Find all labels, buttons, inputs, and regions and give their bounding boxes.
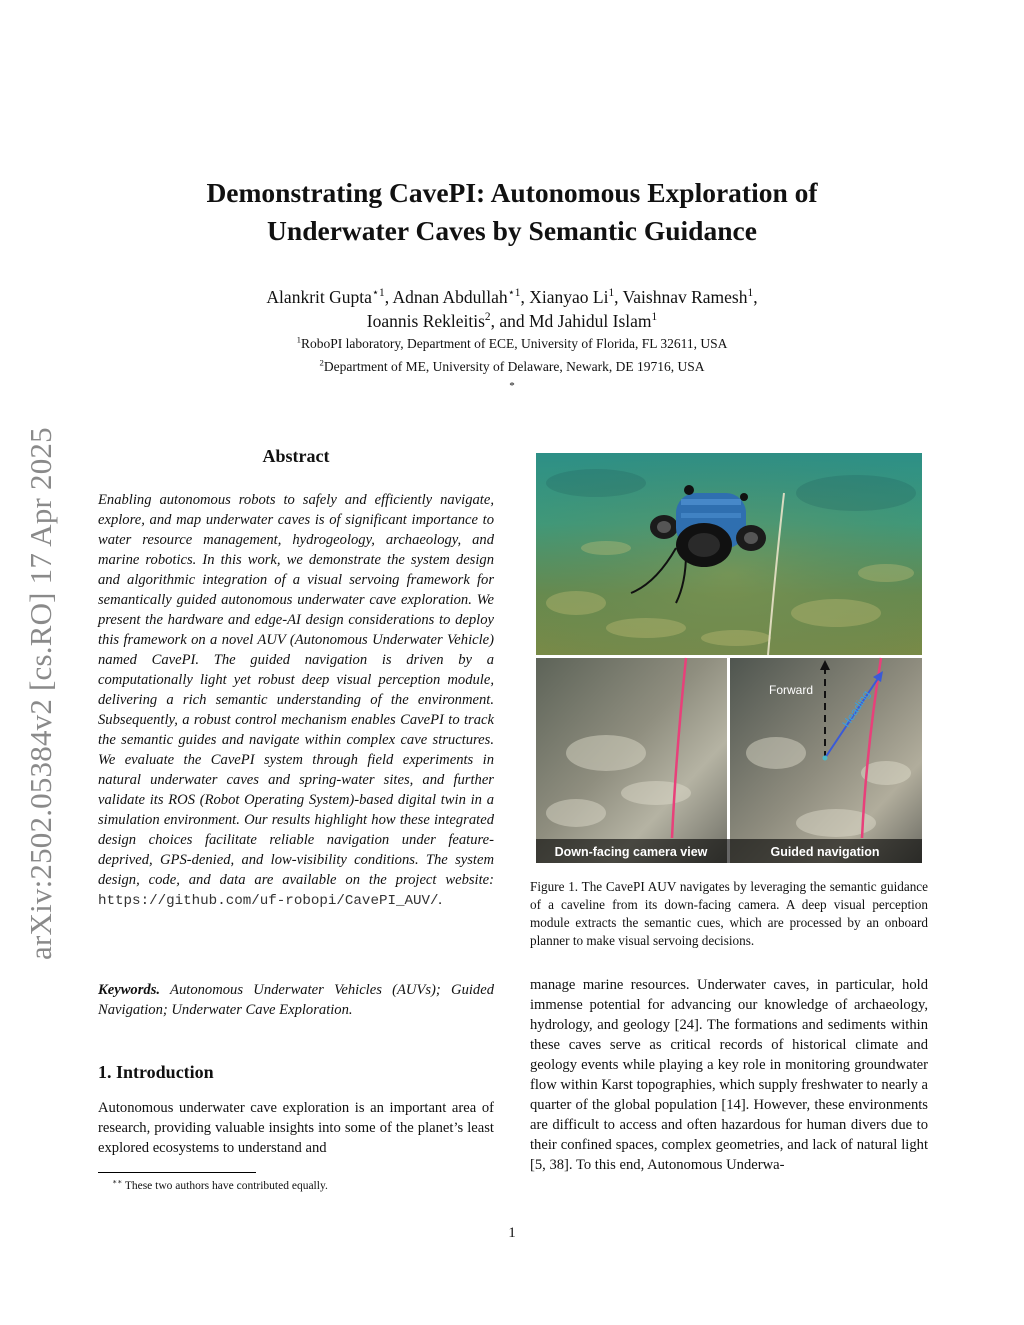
author-name: Xianyao Li: [529, 287, 609, 307]
title-line-2: Underwater Caves by Semantic Guidance: [267, 215, 757, 246]
project-url-link[interactable]: https://github.com/uf-robopi/CavePI_AUV/: [98, 893, 439, 909]
abstract-heading: Abstract: [262, 446, 330, 466]
author-name: Md Jahidul Islam: [529, 311, 652, 331]
author-sup: ⋆1: [371, 287, 385, 300]
intro-body: Autonomous underwater cave exploration is an important area of research, providing valuable insights into some of the planet’s least explored ecosystems to understand and: [98, 1100, 494, 1156]
arxiv-identifier: arXiv:2502.05384v2 [cs.RO] 17 Apr 2025: [23, 427, 58, 960]
abstract-body: [98, 490, 494, 911]
author-name: Adnan Abdullah: [392, 287, 508, 307]
author-sup: 1: [651, 311, 658, 324]
author-sup: 1: [747, 287, 754, 300]
figure-1-caption: Figure 1. The CavePI AUV navigates by leveraging the semantic guidance of a caveline from its down-facing camera. A deep visual perception module extracts the semantic cues, which are processed by an onboard planner to make visual servoing decisions.: [530, 879, 928, 948]
affiliation-1: [140, 335, 884, 353]
author-sup: ⋆1: [507, 287, 521, 300]
intro-heading: 1. Introduction: [98, 1062, 214, 1082]
keywords-text: Autonomous Underwater Vehicles (AUVs); Guided Navigation; Underwater Cave Exploration.: [98, 982, 495, 1018]
affiliation-text: RoboPI laboratory, Department of ECE, University of Florida, FL 32611, USA: [301, 336, 728, 351]
page-number: 1: [508, 1225, 516, 1241]
heading-label: Heading: [840, 688, 873, 730]
affiliation-sup: 1: [296, 334, 302, 345]
figure-1-image: [536, 453, 922, 863]
affiliation-text: Department of ME, University of Delaware, Newark, DE 19716, USA: [323, 359, 705, 374]
author-list: Alankrit Gupta$^{⋆1}$, Adnan Abdullah$^{⋆1}$, Xianyao Li$^1$, Vaishnav Ramesh$^1$, Ioannis Rekleitis$^2$, and Md Jahidul Islam$^1$: [266, 287, 758, 331]
label-down-facing: Down-facing camera view: [554, 845, 708, 859]
footnote-rule: [98, 1172, 256, 1173]
keywords-label: Keywords.: [98, 982, 161, 998]
author-sup: 1: [608, 287, 615, 300]
footnote-text: These two authors have contributed equally.: [124, 1180, 328, 1192]
affiliation-star: *: [509, 380, 515, 392]
figure-1: [536, 453, 922, 863]
author-name: Alankrit Gupta: [266, 287, 372, 307]
author-name: Vaishnav Ramesh: [622, 287, 748, 307]
label-guided-navigation: Guided navigation: [770, 845, 880, 859]
keywords: [98, 980, 494, 1020]
forward-label: Forward: [769, 683, 814, 697]
footnote: [112, 1178, 328, 1194]
title-line-1: Demonstrating CavePI: Autonomous Exploration of: [206, 177, 818, 208]
author-name: Ioannis Rekleitis: [366, 311, 485, 331]
paper-title: [120, 174, 904, 250]
abstract-text: Enabling autonomous robots to safely and efficiently navigate, explore, and map underwater caves is of significant importance to water resource management, hydrogeology, archaeology, and marine robotics. In this work, we demonstrate the system design and algorithmic integration of a visual servoing framework for semantically guided autonomous underwater cave exploration. We present the hardware and edge-AI design considerations to deploy this framework on a novel AUV (Autonomous Underwater Vehicle) named CavePI. The guided navigation is driven by a computationally light yet robust deep visual perception module, delivering a rich semantic understanding of the environment. Subsequently, a robust control mechanism enables CavePI to track the semantic guides and navigate within complex cave structures. We evaluate the CavePI system through field experiments in natural underwater caves and spring-water sites, and further validate its ROS (Robot Operating System)-based digital twin in a simulation environment. Our results highlight how these integrated design choices facilitate reliable navigation under feature-deprived, GPS-denied, and low-visibility conditions. The system design, code, and data are available on the project website:: [98, 492, 494, 888]
affiliation-2: [140, 358, 884, 376]
right-column-text: manage marine resources. Underwater caves, in particular, hold immense potential for advancing our knowledge of archaeology, hydrology, and geology [24]. The formations and sediments within these caves serve as critical records of historical climate and geology events while playing a key role in monitoring groundwater flow within Karst topographies, which supply freshwater to nearly a quarter of the global population [14]. However, these environments are difficult to access and often hazardous for human divers due to their confined spaces, complex geometries, and lack of natural light [5, 38]. To this end, Autonomous Underwa-: [530, 977, 928, 1173]
abstract-end: .: [438, 892, 443, 908]
author-sup: 2: [484, 311, 491, 324]
affiliation-sup: 2: [319, 357, 324, 368]
footnote-mark: ∗∗: [112, 1177, 123, 1187]
